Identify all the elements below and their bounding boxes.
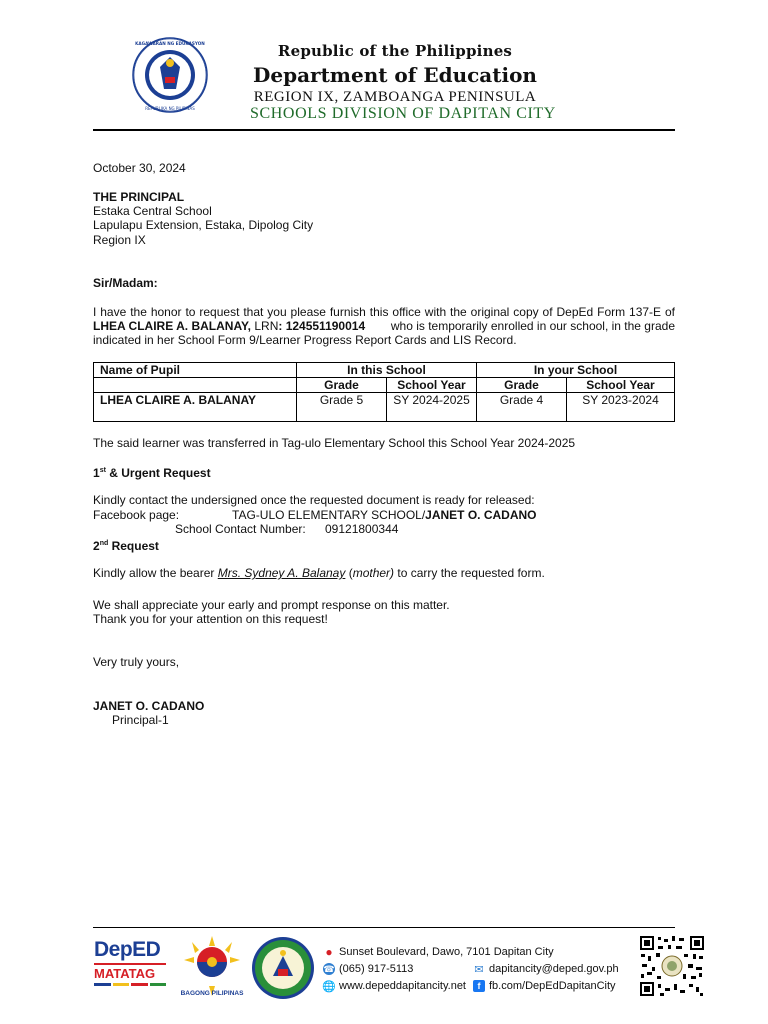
signatory-title: Principal-1 [112, 713, 169, 727]
recipient-region: Region IX [93, 233, 146, 247]
request-2-text-b: ( [345, 566, 353, 580]
matatag-logo-text: MATATAG [94, 966, 156, 981]
email-icon: ✉ [474, 963, 484, 976]
header-department: Department of Education [253, 63, 537, 87]
footer-email [473, 963, 619, 975]
pupil-name-inline: LHEA CLAIRE A. BALANAY, [93, 319, 252, 333]
facebook-value [232, 508, 537, 523]
pupil-records-table [93, 362, 675, 422]
deped-logo-bar [94, 963, 166, 965]
body-line-2 [93, 319, 675, 334]
phone-icon: ☎ [323, 963, 335, 974]
footer-facebook-text[interactable]: fb.com/DepEdDapitanCity [489, 980, 616, 992]
request-1-sup: st [99, 467, 106, 474]
contact-label: School Contact Number: [175, 522, 306, 536]
closing-line-2: Thank you for your attention on this request! [93, 612, 328, 626]
footer-website [323, 980, 466, 992]
lrn-value: : 124551190014 [278, 319, 366, 333]
recipient-title: THE PRINCIPAL [93, 190, 185, 204]
body-line-1: I have the honor to request that you please furnish this office with the original copy of DepEd Form 137-E of [93, 305, 675, 319]
seal-top-text: KAGAWARAN NG EDUKASYON [135, 41, 205, 46]
lrn-label: LRN [251, 319, 279, 333]
cell-your-grade: Grade 4 [477, 393, 567, 422]
header-region: REGION IX, ZAMBOANGA PENINSULA [253, 89, 537, 105]
th-your-sy: School Year [567, 378, 675, 393]
request-1-heading [93, 464, 211, 481]
request-2-number: 2 [93, 539, 100, 553]
footer-address [323, 946, 554, 958]
cell-name: LHEA CLAIRE A. BALANAY [94, 393, 297, 422]
body-line-2-rest: who is temporarily enrolled in our school, in the grade [387, 319, 675, 333]
request-2-heading [93, 537, 159, 554]
header-republic: Republic of the Philippines [277, 42, 513, 60]
th-empty [94, 378, 297, 393]
bearer-relation: mother) [352, 566, 395, 580]
facebook-name: JANET O. CADANO [425, 508, 537, 522]
body-line-3: indicated in her School Form 9/Learner Progress Report Cards and LIS Record. [93, 333, 517, 347]
th-this-grade: Grade [297, 378, 387, 393]
location-pin-icon: ● [325, 945, 333, 959]
cell-this-grade: Grade 5 [297, 393, 387, 422]
bearer-name: Mrs. Sydney A. Balanay [217, 566, 346, 580]
th-this-sy: School Year [387, 378, 477, 393]
request-1-label: & Urgent Request [105, 466, 211, 480]
deped-seal-logo [132, 37, 208, 113]
request-1-number: 1 [93, 466, 100, 480]
recipient-address: Lapulapu Extension, Estaka, Dipolog City [93, 218, 314, 232]
th-your-school: In your School [477, 363, 675, 378]
th-your-grade: Grade [477, 378, 567, 393]
facebook-icon[interactable]: f [473, 980, 485, 992]
seal-bottom-text: REPUBLIKA NG PILIPINAS [145, 106, 195, 111]
request-2-label: Request [108, 539, 159, 553]
th-name: Name of Pupil [94, 363, 297, 378]
facebook-school: TAG-ULO ELEMENTARY SCHOOL/ [232, 508, 426, 522]
header-division: SCHOOLS DIVISION OF DAPITAN CITY [250, 105, 556, 122]
transfer-note: The said learner was transferred in Tag-ulo Elementary School this School Year 2024-2025 [93, 436, 576, 450]
footer-phone-text: (065) 917-5113 [339, 963, 414, 975]
footer-address-text: Sunset Boulevard, Dawo, 7101 Dapitan City [339, 946, 554, 958]
deped-matatag-logo [94, 938, 166, 996]
table-row [94, 393, 675, 422]
bagong-pilipinas-logo [180, 934, 244, 998]
footer-website-text[interactable]: www.depeddapitancity.net [339, 980, 466, 992]
footer-email-text: dapitancity@deped.gov.ph [489, 963, 619, 975]
division-seal-logo [251, 936, 315, 1000]
header-rule [93, 129, 675, 131]
request-2-sup: nd [99, 540, 109, 547]
cell-your-sy: SY 2023-2024 [567, 393, 675, 422]
footer-phone [323, 963, 413, 975]
request-2-text [93, 566, 545, 581]
footer-facebook [473, 980, 616, 992]
letter-date: October 30, 2024 [93, 161, 186, 175]
valediction: Very truly yours, [93, 655, 180, 669]
cell-this-sy: SY 2024-2025 [387, 393, 477, 422]
globe-icon[interactable]: 🌐 [322, 980, 336, 993]
signatory-name: JANET O. CADANO [93, 699, 205, 713]
contact-value: 09121800344 [325, 522, 399, 536]
facebook-label: Facebook page: [93, 508, 180, 522]
request-2-text-c: to carry the requested form. [394, 566, 545, 580]
request-1-text: Kindly contact the undersigned once the requested document is ready for released: [93, 493, 535, 507]
request-2-text-a: Kindly allow the bearer [93, 566, 218, 580]
salutation: Sir/Madam: [93, 276, 158, 290]
bagong-pilipinas-text: BAGONG PILIPINAS [180, 990, 244, 997]
matatag-color-strip [94, 983, 166, 986]
th-this-school: In this School [297, 363, 477, 378]
recipient-school: Estaka Central School [93, 204, 212, 218]
footer-rule [93, 927, 675, 928]
closing-line-1: We shall appreciate your early and prompt response on this matter. [93, 598, 450, 612]
deped-logo-text: DepED [94, 938, 161, 961]
qr-code [638, 934, 706, 998]
